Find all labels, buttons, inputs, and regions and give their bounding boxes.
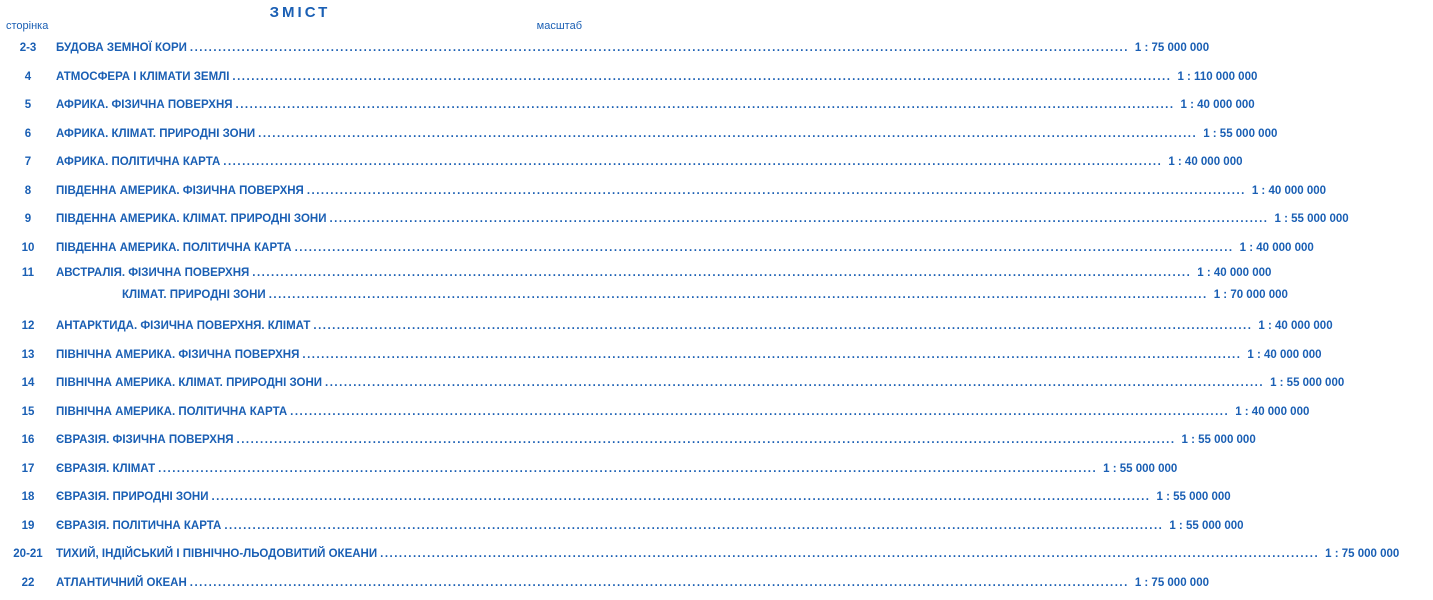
- toc-entry-title: ПІВДЕННА АМЕРИКА. ФІЗИЧНА ПОВЕРХНЯ: [56, 184, 304, 197]
- toc-scale: 1 : 55 000 000: [1181, 434, 1256, 447]
- leader-dots: ........................................................................................................................................................................................................: [268, 289, 1208, 301]
- toc-page-number: 4: [24, 70, 32, 83]
- page-column-header: сторінка: [6, 20, 49, 32]
- leader-dots: ........................................................................................................................................................................................................: [223, 156, 1163, 169]
- toc-row[interactable]: [0, 426, 1256, 455]
- toc-scale: 1 : 55 000 000: [1203, 127, 1278, 140]
- toc-scale: 1 : 40 000 000: [1168, 156, 1243, 169]
- toc-row[interactable]: [0, 234, 1314, 263]
- toc-scale: 1 : 70 000 000: [1213, 289, 1288, 301]
- toc-page-number: 7: [24, 156, 32, 169]
- toc-row[interactable]: [0, 91, 1255, 120]
- toc-page-number: 13: [21, 348, 35, 361]
- toc-scale: 1 : 55 000 000: [1270, 377, 1345, 390]
- leader-dots: ........................................................................................................................................................................................................: [329, 213, 1269, 226]
- toc-page-number: 2-3: [19, 42, 37, 55]
- toc-row[interactable]: [0, 177, 1327, 206]
- scale-column-header: масштаб: [536, 20, 582, 32]
- toc-entry-title: ЄВРАЗІЯ. КЛІМАТ: [56, 462, 156, 475]
- leader-dots: ........................................................................................................................................................................................................: [236, 434, 1176, 447]
- toc-entry-title: АФРИКА. ПОЛІТИЧНА КАРТА: [56, 156, 221, 169]
- toc-scale: 1 : 40 000 000: [1239, 241, 1314, 254]
- toc-page-number: 8: [24, 184, 32, 197]
- toc-entry-title: ПІВДЕННА АМЕРИКА. КЛІМАТ. ПРИРОДНІ ЗОНИ: [56, 213, 327, 226]
- toc-scale: 1 : 55 000 000: [1103, 462, 1178, 475]
- toc-page-number: 19: [21, 519, 35, 532]
- toc-row[interactable]: [0, 284, 1288, 306]
- toc-scale: 1 : 40 000 000: [1258, 320, 1333, 333]
- leader-dots: ........................................................................................................................................................................................................: [232, 70, 1172, 83]
- toc-scale: 1 : 40 000 000: [1235, 405, 1310, 418]
- toc-entry-title: ПІВНІЧНА АМЕРИКА. ФІЗИЧНА ПОВЕРХНЯ: [56, 348, 300, 361]
- toc-row[interactable]: [0, 63, 1258, 92]
- toc-entry-title: ПІВНІЧНА АМЕРИКА. КЛІМАТ. ПРИРОДНІ ЗОНИ: [56, 377, 323, 390]
- toc-row[interactable]: [0, 312, 1333, 341]
- page-title: ЗМІСТ: [269, 4, 331, 21]
- toc-scale: 1 : 40 000 000: [1180, 99, 1255, 112]
- toc-row[interactable]: [0, 120, 1278, 149]
- toc-entry-title: АТМОСФЕРА І КЛІМАТИ ЗЕМЛІ: [56, 70, 230, 83]
- toc-row[interactable]: [0, 455, 1178, 484]
- toc-page-number: 17: [21, 462, 35, 475]
- toc-page-number: 9: [24, 213, 32, 226]
- toc-page-number: 10: [21, 241, 35, 254]
- toc-page-number: 16: [21, 434, 35, 447]
- toc-entry-title: БУДОВА ЗЕМНОЇ КОРИ: [56, 42, 187, 55]
- leader-dots: ........................................................................................................................................................................................................: [211, 491, 1151, 504]
- toc-entry-title: ЄВРАЗІЯ. ПОЛІТИЧНА КАРТА: [56, 519, 222, 532]
- toc-scale: 1 : 40 000 000: [1251, 184, 1327, 197]
- toc-page-number: 15: [21, 405, 35, 418]
- toc-entry-title: ЄВРАЗІЯ. ФІЗИЧНА ПОВЕРХНЯ: [56, 434, 234, 447]
- leader-dots: ........................................................................................................................................................................................................: [302, 348, 1242, 361]
- toc-entry-title: КЛІМАТ. ПРИРОДНІ ЗОНИ: [122, 289, 266, 301]
- leader-dots: ........................................................................................................................................................................................................: [224, 519, 1164, 532]
- toc-entry-title: АФРИКА. КЛІМАТ. ПРИРОДНІ ЗОНИ: [56, 127, 256, 140]
- toc-row[interactable]: [0, 369, 1345, 398]
- toc-scale: 1 : 75 000 000: [1134, 42, 1210, 55]
- table-of-contents: [0, 34, 1400, 597]
- toc-scale: 1 : 55 000 000: [1274, 213, 1349, 226]
- toc-row[interactable]: [0, 148, 1243, 177]
- toc-page-number: 22: [21, 576, 35, 589]
- leader-dots: ........................................................................................................................................................................................................: [158, 462, 1098, 475]
- toc-page-number: 11: [21, 267, 35, 279]
- toc-row[interactable]: [0, 398, 1310, 427]
- toc-row[interactable]: [0, 34, 1210, 63]
- toc-entry-title: АВСТРАЛІЯ. ФІЗИЧНА ПОВЕРХНЯ: [56, 267, 250, 279]
- toc-scale: 1 : 40 000 000: [1197, 267, 1272, 279]
- toc-entry-title: ПІВДЕННА АМЕРИКА. ПОЛІТИЧНА КАРТА: [56, 241, 292, 254]
- leader-dots: ........................................................................................................................................................................................................: [313, 320, 1253, 333]
- toc-row[interactable]: [0, 512, 1244, 541]
- toc-row[interactable]: [0, 569, 1209, 598]
- leader-dots: ........................................................................................................................................................................................................: [252, 267, 1192, 279]
- leader-dots: ........................................................................................................................................................................................................: [235, 99, 1175, 112]
- toc-page-number: 6: [24, 127, 32, 140]
- toc-entry-title: ТИХИЙ, ІНДІЙСЬКИЙ І ПІВНІЧНО-ЛЬОДОВИТИЙ ОКЕАНИ: [56, 548, 378, 561]
- toc-row[interactable]: [0, 483, 1231, 512]
- toc-row[interactable]: [0, 262, 1272, 284]
- toc-scale: 1 : 55 000 000: [1169, 519, 1244, 532]
- leader-dots: ........................................................................................................................................................................................................: [189, 42, 1129, 55]
- toc-row[interactable]: [0, 341, 1322, 370]
- toc-row[interactable]: [0, 540, 1400, 569]
- toc-scale: 1 : 55 000 000: [1156, 491, 1231, 504]
- toc-page-number: 12: [21, 320, 35, 333]
- leader-dots: ........................................................................................................................................................................................................: [189, 576, 1129, 589]
- leader-dots: ........................................................................................................................................................................................................: [294, 241, 1234, 254]
- toc-scale: 1 : 40 000 000: [1247, 348, 1322, 361]
- leader-dots: ........................................................................................................................................................................................................: [306, 184, 1246, 197]
- toc-page-number: 20-21: [13, 548, 43, 561]
- toc-scale: 1 : 75 000 000: [1134, 576, 1209, 589]
- leader-dots: ........................................................................................................................................................................................................: [258, 127, 1198, 140]
- toc-entry-title: АФРИКА. ФІЗИЧНА ПОВЕРХНЯ: [56, 99, 233, 112]
- toc-page-number: 18: [21, 491, 35, 504]
- leader-dots: ........................................................................................................................................................................................................: [290, 405, 1230, 418]
- toc-entry-title: ЄВРАЗІЯ. ПРИРОДНІ ЗОНИ: [56, 491, 209, 504]
- leader-dots: ........................................................................................................................................................................................................: [325, 377, 1265, 390]
- toc-row[interactable]: [0, 205, 1349, 234]
- toc-scale: 1 : 110 000 000: [1177, 70, 1258, 83]
- toc-page-number: 14: [21, 377, 35, 390]
- leader-dots: ........................................................................................................................................................................................................: [380, 548, 1320, 561]
- toc-page-number: 5: [24, 99, 32, 112]
- toc-entry-title: АТЛАНТИЧНИЙ ОКЕАН: [56, 576, 187, 589]
- toc-entry-title: ПІВНІЧНА АМЕРИКА. ПОЛІТИЧНА КАРТА: [56, 405, 288, 418]
- toc-entry-title: АНТАРКТИДА. ФІЗИЧНА ПОВЕРХНЯ. КЛІМАТ: [56, 320, 311, 333]
- toc-scale: 1 : 75 000 000: [1325, 548, 1400, 561]
